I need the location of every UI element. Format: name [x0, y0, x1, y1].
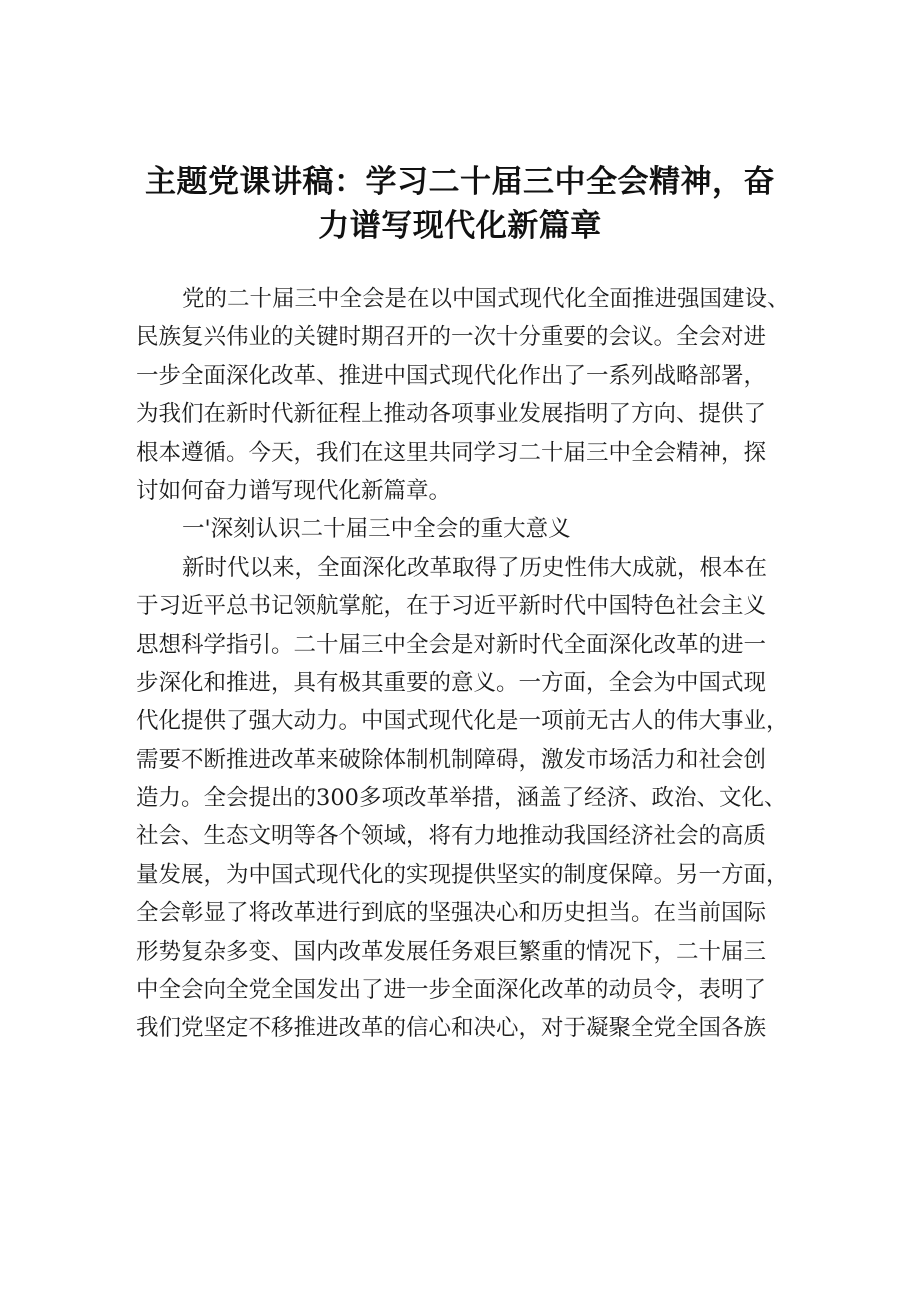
paragraph-2-line-5: 代化提供了强大动力。中国式现代化是一项前无古人的伟大事业， — [136, 708, 789, 735]
title-line-2: 力谱写现代化新篇章 — [318, 208, 602, 244]
paragraph-2-line-4: 步深化和推进，具有极其重要的意义。一方面，全会为中国式现 — [136, 669, 767, 696]
paragraph-1-line-3: 一步全面深化改革、推进中国式现代化作出了一系列战略部署， — [136, 362, 767, 389]
document-title — [120, 160, 800, 248]
paragraph-1-line-1: 党的二十届三中全会是在以中国式现代化全面推进强国建设、 — [182, 286, 790, 312]
document-body — [136, 280, 796, 1048]
paragraph-1-line-6: 讨如何奋力谱写现代化新篇章。 — [136, 477, 452, 504]
paragraph-2-line-7: 造力。全会提出的300多项改革举措，涵盖了经济、政治、文化、 — [136, 785, 787, 812]
paragraph-2-line-9: 量发展，为中国式现代化的实现提供坚实的制度保障。另一方面， — [136, 861, 789, 888]
paragraph-2-line-13: 我们党坚定不移推进改革的信心和决心，对于凝聚全党全国各族 — [136, 1015, 767, 1042]
paragraph-2-line-2: 于习近平总书记领航掌舵，在于习近平新时代中国特色社会主义 — [136, 593, 767, 620]
title-line-1: 主题党课讲稿：学习二十届三中全会精神，奋 — [145, 164, 775, 200]
paragraph-2-line-6: 需要不断推进改革来破除体制机制障碍，激发市场活力和社会创 — [136, 746, 767, 773]
section-heading-1: 一'深刻认识二十届三中全会的重大意义 — [182, 516, 571, 543]
paragraph-1-line-2: 民族复兴伟业的关键时期召开的一次十分重要的会议。全会对进 — [136, 324, 767, 351]
paragraph-1-line-4: 为我们在新时代新征程上推动各项事业发展指明了方向、提供了 — [136, 401, 767, 428]
paragraph-2-line-3: 思想科学指引。二十届三中全会是对新时代全面深化改革的进一 — [136, 631, 767, 658]
paragraph-2-line-8: 社会、生态文明等各个领域，将有力地推动我国经济社会的高质 — [136, 823, 767, 850]
paragraph-2-line-12: 中全会向全党全国发出了进一步全面深化改革的动员令，表明了 — [136, 977, 767, 1004]
paragraph-2-line-11: 形势复杂多变、国内改革发展任务艰巨繁重的情况下，二十届三 — [136, 938, 767, 965]
paragraph-2-line-1: 新时代以来，全面深化改革取得了历史性伟大成就，根本在 — [182, 554, 768, 581]
paragraph-1-line-5: 根本遵循。今天，我们在这里共同学习二十届三中全会精神，探 — [136, 439, 767, 466]
paragraph-2-line-10: 全会彰显了将改革进行到底的坚强决心和历史担当。在当前国际 — [136, 900, 767, 927]
